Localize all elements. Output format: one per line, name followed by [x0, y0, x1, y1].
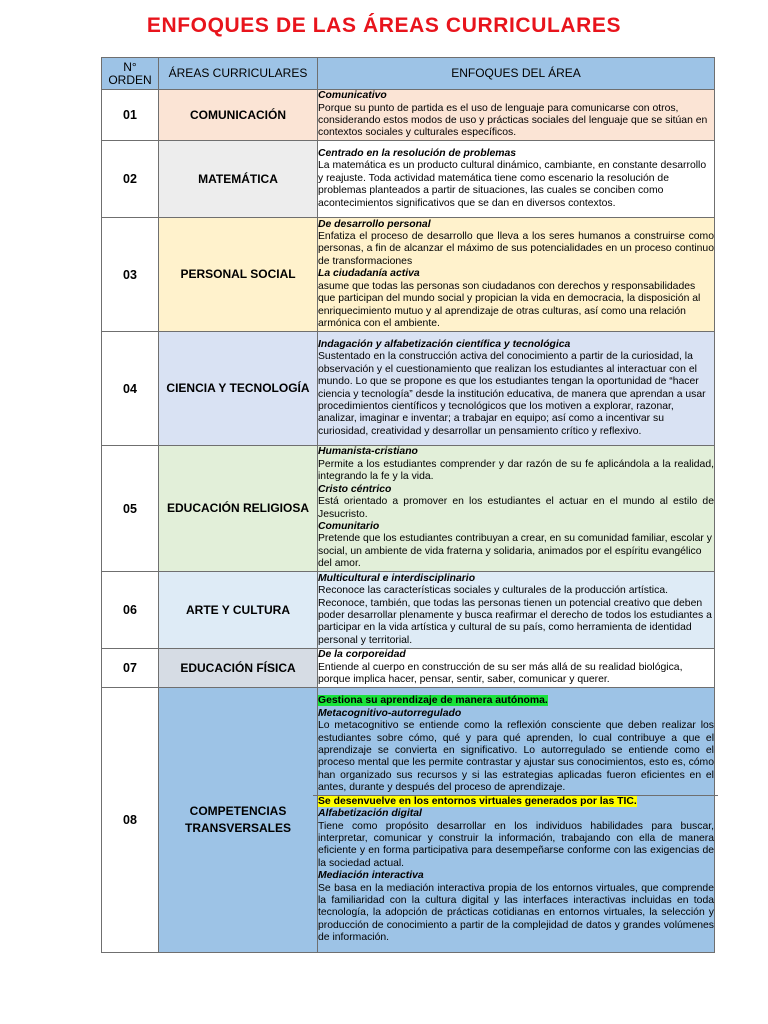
table-row: [102, 572, 715, 649]
enfoque-title: Cristo céntrico: [318, 483, 392, 495]
header-order: [102, 58, 159, 90]
enfoque-title: Humanista-cristiano: [318, 446, 418, 458]
table-header-row: [102, 58, 715, 90]
competencia-title: Se desenvuelve en los entornos virtuales generados por las TIC.: [318, 795, 637, 807]
area-name: [159, 688, 318, 953]
row-number: 02: [102, 141, 159, 218]
enfoque-text: asume que todas las personas son ciudadanos con derechos y responsabilidades que participan del mundo social y propician la vida en democracia, la disposición al enriquecimiento mutuo y al aprendizaje de otras culturas, así como una relación armónica con el ambiente.: [318, 280, 701, 329]
area-enfoques: [318, 218, 715, 332]
area-name: EDUCACIÓN FÍSICA: [159, 649, 318, 688]
enfoque-title: Mediación interactiva: [318, 870, 424, 882]
enfoque-text: La matemática es un producto cultural dinámico, cambiante, en constante desarrollo y reajuste. Toda actividad matemática tiene como escenario la resolución de problemas planteados a partir de situaciones, las cuales se conciben como acontecimientos significativos que se dan en diversos contextos.: [318, 160, 707, 209]
area-enfoques: [318, 141, 715, 218]
area-name: MATEMÁTICA: [159, 141, 318, 218]
area-name: PERSONAL SOCIAL: [159, 218, 318, 332]
area-enfoques: [318, 446, 715, 572]
enfoque-title: Comunitario: [318, 520, 380, 532]
row-number: 06: [102, 572, 159, 649]
enfoque-title: Metacognitivo-autorregulado: [318, 707, 462, 719]
competencia-2: [313, 795, 718, 945]
row-number: 04: [102, 332, 159, 446]
header-enfoques: ENFOQUES DEL ÁREA: [318, 58, 715, 90]
enfoque-text: Permite a los estudiantes comprender y dar razón de su fe aplicándola a la realidad, integrando la fe y la vida.: [318, 458, 714, 483]
enfoque-text: Está orientado a promover en los estudiantes el actuar en el mundo al estilo de Jesucristo.: [318, 496, 714, 520]
enfoque-text: Enfatiza el proceso de desarrollo que lleva a los seres humanos a construirse como personas, a fin de alcanzar el máximo de sus potencialidades en un proceso continuo de transformaciones: [318, 231, 714, 267]
enfoque-title: Comunicativo: [318, 90, 387, 102]
header-order-line2: ORDEN: [108, 72, 152, 87]
area-name: EDUCACIÓN RELIGIOSA: [159, 446, 318, 572]
enfoque-title: Multicultural e interdisciplinario: [318, 572, 476, 584]
table-row: [102, 332, 715, 446]
table-row: [102, 141, 715, 218]
table-row: [102, 649, 715, 688]
area-enfoques: [318, 332, 715, 446]
enfoque-title: De la corporeidad: [318, 649, 406, 661]
row-number: 05: [102, 446, 159, 572]
area-enfoques: [318, 649, 715, 688]
enfoque-text: Lo metacognitivo se entiende como la reflexión consciente que deben realizar los estudiantes sobre cómo, qué y para qué aprenden, lo cual contribuye a que el aprendizaje se convierta en significativo. Lo autorregulado se entiende como el proceso mental que les permite contrastar y ajustar sus conocimientos, esto es, cómo han organizado sus recursos y si las estrategias aplicadas fueron eficientes en el antes, durante y después del proceso de aprendizaje.: [318, 720, 714, 794]
area-name-line1: COMPETENCIAS: [189, 804, 287, 818]
row-number: 07: [102, 649, 159, 688]
competencia-1: [318, 695, 714, 794]
area-enfoques: [318, 90, 715, 141]
area-name: COMUNICACIÓN: [159, 90, 318, 141]
row-number: 03: [102, 218, 159, 332]
table-row: [102, 90, 715, 141]
enfoque-title: Alfabetización digital: [318, 808, 422, 820]
area-name: CIENCIA Y TECNOLOGÍA: [159, 332, 318, 446]
enfoque-text: Sustentado en la construcción activa del conocimiento a partir de la curiosidad, la observación y el cuestionamiento que realizan los estudiantes al interactuar con el mundo. Lo que se propone es que los estudiantes tengan la oportunidad de “hacer ciencia y tecnología” desde la institución educativa, de manera que aprendan a usar procedimientos científicos y tecnológicos que los motiven a explorar, razonar, analizar, imaginar e inventar; a trabajar en equipo; así como a incentivar su curiosidad, creatividad y desarrollar un pensamiento crítico y reflexivo.: [318, 351, 706, 437]
enfoque-title: Indagación y alfabetización científica y tecnológica: [318, 338, 571, 350]
header-order-line1: N°: [123, 59, 137, 74]
enfoque-text: Entiende al cuerpo en construcción de su ser más allá de su realidad biológica, porque implica hacer, pensar, sentir, saber, comunicar y querer.: [318, 661, 683, 686]
area-name: ARTE Y CULTURA: [159, 572, 318, 649]
page-title: ENFOQUES DE LAS ÁREAS CURRICULARES: [146, 14, 622, 37]
table-row: [102, 218, 715, 332]
row-number: 01: [102, 90, 159, 141]
enfoque-text: Se basa en la mediación interactiva propia de los entornos virtuales, que comprende la familiaridad con la cultura digital y las interfaces interactivas incluidas en toda tecnología, la adopción de prácticas cotidianas en entornos virtuales, la selección y producción de conocimiento a partir de la complejidad de datos y grandes volúmenes de información.: [318, 882, 714, 944]
enfoque-title: De desarrollo personal: [318, 218, 431, 230]
row-number: 08: [102, 688, 159, 953]
area-enfoques: [318, 572, 715, 649]
table-row: [102, 688, 715, 953]
area-name-line2: TRANSVERSALES: [184, 821, 291, 835]
competencia-title: Gestiona su aprendizaje de manera autónoma.: [318, 695, 548, 707]
enfoque-text: Reconoce las características sociales y culturales de la producción artística. Reconoce, también, que todas las personas tienen un potencial creativo que deben poder desarrollar plenamente y busca reafirmar el derecho de todos los estudiantes a participar en la vida artística y cultural de su país, como herramienta de identidad personal y territorial.: [318, 585, 712, 646]
enfoque-title: La ciudadanía activa: [318, 268, 420, 280]
curricular-table: [101, 57, 715, 953]
header-areas: ÁREAS CURRICULARES: [159, 58, 318, 90]
enfoque-text: Pretende que los estudiantes contribuyan a crear, en su comunidad familiar, escolar y social, un ambiente de vida fraterna y solidaria, animados por el espíritu evangélico del amor.: [318, 533, 712, 570]
enfoque-text: Porque su punto de partida es el uso de lenguaje para comunicarse con otros, considerando estos modos de uso y prácticas sociales del lenguaje que se sitúan en contextos sociales y culturales específicos.: [318, 102, 708, 139]
enfoque-text: Tiene como propósito desarrollar en los individuos habilidades para buscar, interpretar, comunicar y construir la información, trabajando con ella de manera eficiente y en forma participativa para desempeñarse conforme con las exigencias de la sociedad actual.: [318, 820, 714, 869]
area-enfoques: [318, 688, 715, 953]
table-row: [102, 446, 715, 572]
enfoque-title: Centrado en la resolución de problemas: [318, 147, 517, 159]
